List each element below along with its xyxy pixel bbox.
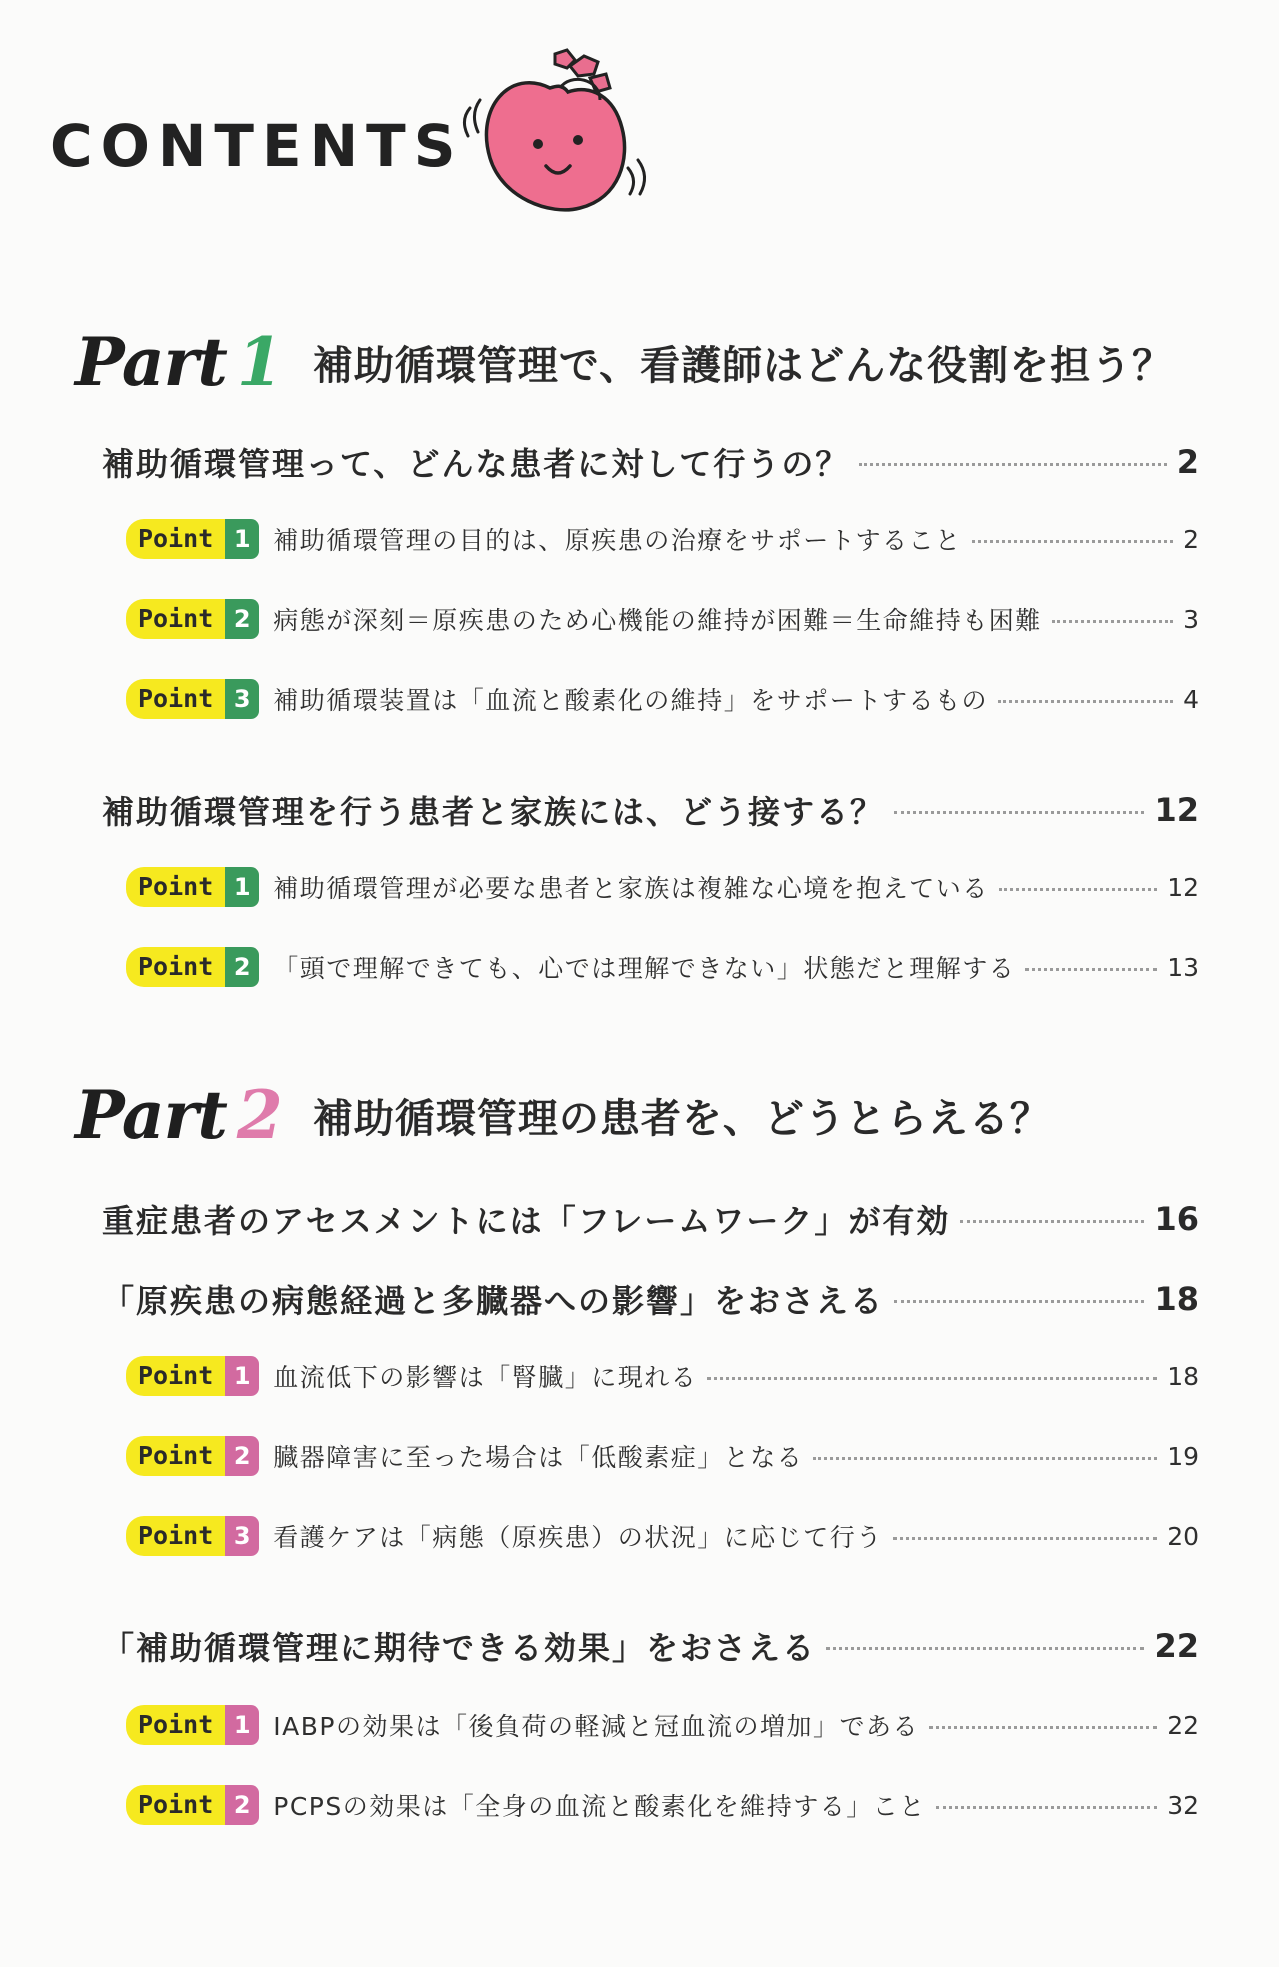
toc-point-title: 「頭で理解できても、心では理解できない」状態だと理解する <box>273 954 1016 983</box>
part2-title: 補助循環管理の患者を、どうとらえる？ <box>312 1095 1051 1142</box>
dot-leader <box>707 1377 1157 1380</box>
part2-number: 2 <box>236 1076 283 1154</box>
toc-point-entry[interactable] <box>126 865 1199 909</box>
page-number: 20 <box>1167 1521 1199 1551</box>
dot-leader <box>894 811 1144 814</box>
heart-mascot-icon <box>450 48 660 218</box>
toc-entry-title: 重症患者のアセスメントには「フレームワーク」が有効 <box>102 1202 951 1240</box>
toc-entry-title: 補助循環管理って、どんな患者に対して行うの？ <box>102 445 850 483</box>
toc-point-title: 看護ケアは「病態（原疾患）の状況」に応じて行う <box>273 1523 883 1552</box>
dot-leader <box>929 1726 1157 1729</box>
toc-point-entry[interactable] <box>126 1703 1199 1747</box>
point-badge: Point 2 <box>126 1785 259 1825</box>
dot-leader <box>1052 620 1173 623</box>
page-number: 2 <box>1183 524 1199 554</box>
dot-leader <box>894 1300 1144 1303</box>
page-number: 19 <box>1167 1441 1199 1471</box>
dot-leader <box>960 1220 1144 1223</box>
toc-point-entry[interactable] <box>126 1783 1199 1827</box>
part2-label: Part <box>75 1076 227 1154</box>
point-badge: Point 3 <box>126 679 259 719</box>
page-number: 22 <box>1167 1710 1199 1740</box>
page-number: 2 <box>1176 443 1199 481</box>
toc-point-entry[interactable] <box>126 597 1199 641</box>
toc-point-entry[interactable] <box>126 945 1199 989</box>
toc-point-title: IABPの効果は「後負荷の軽減と冠血流の増加」である <box>273 1712 919 1741</box>
part2-heading <box>75 1075 1051 1155</box>
page-number: 22 <box>1154 1627 1199 1665</box>
toc-entry[interactable] <box>102 1194 1199 1244</box>
toc-point-entry[interactable] <box>126 1514 1199 1558</box>
toc-entry-title: 「補助循環管理に期待できる効果」をおさえる <box>102 1629 817 1667</box>
toc-entry-title: 補助循環管理を行う患者と家族には、どう接する？ <box>102 793 885 831</box>
dot-leader <box>972 540 1174 543</box>
toc-entry-title: 「原疾患の病態経過と多臓器への影響」をおさえる <box>102 1282 885 1320</box>
toc-entry[interactable] <box>102 785 1199 835</box>
dot-leader <box>813 1457 1157 1460</box>
page-number: 13 <box>1167 952 1199 982</box>
toc-entry[interactable] <box>102 437 1199 487</box>
toc-point-title: 臓器障害に至った場合は「低酸素症」となる <box>273 1443 804 1472</box>
toc-entry[interactable] <box>102 1274 1199 1324</box>
page-number: 12 <box>1167 872 1199 902</box>
part1-number: 1 <box>236 323 283 401</box>
dot-leader <box>893 1537 1157 1540</box>
page-title: CONTENTS <box>50 112 464 180</box>
point-badge: Point 2 <box>126 599 259 639</box>
page-number: 3 <box>1183 604 1199 634</box>
point-badge: Point 3 <box>126 1516 259 1556</box>
point-badge: Point 1 <box>126 519 259 559</box>
dot-leader <box>936 1806 1157 1809</box>
dot-leader <box>998 700 1173 703</box>
page-number: 12 <box>1154 791 1199 829</box>
toc-point-entry[interactable] <box>126 517 1199 561</box>
toc-point-entry[interactable] <box>126 677 1199 721</box>
toc-point-title: 血流低下の影響は「腎臓」に現れる <box>273 1363 698 1392</box>
point-badge: Point 2 <box>126 1436 259 1476</box>
dot-leader <box>999 888 1157 891</box>
page-number: 4 <box>1183 684 1199 714</box>
part1-label: Part <box>75 323 227 401</box>
toc-point-title: 補助循環管理が必要な患者と家族は複雑な心境を抱えている <box>273 874 989 903</box>
toc-point-entry[interactable] <box>126 1434 1199 1478</box>
part1-title: 補助循環管理で、看護師はどんな役割を担う？ <box>312 342 1174 389</box>
dot-leader <box>1025 968 1157 971</box>
toc-point-title: PCPSの効果は「全身の血流と酸素化を維持する」こと <box>273 1792 926 1821</box>
dot-leader <box>859 463 1166 466</box>
point-badge: Point 1 <box>126 867 259 907</box>
toc-point-title: 病態が深刻＝原疾患のため心機能の維持が困難＝生命維持も困難 <box>273 606 1042 635</box>
page-number: 18 <box>1154 1280 1199 1318</box>
page-number: 16 <box>1154 1200 1199 1238</box>
point-badge: Point 1 <box>126 1356 259 1396</box>
toc-entry[interactable] <box>102 1621 1199 1671</box>
point-badge: Point 2 <box>126 947 259 987</box>
toc-point-title: 補助循環管理の目的は、原疾患の治療をサポートすること <box>273 526 962 555</box>
page-number: 18 <box>1167 1361 1199 1391</box>
point-badge: Point 1 <box>126 1705 259 1745</box>
part1-heading <box>75 322 1173 402</box>
toc-point-entry[interactable] <box>126 1354 1199 1398</box>
page-number: 32 <box>1167 1790 1199 1820</box>
toc-point-title: 補助循環装置は「血流と酸素化の維持」をサポートするもの <box>273 686 989 715</box>
dot-leader <box>826 1647 1144 1650</box>
